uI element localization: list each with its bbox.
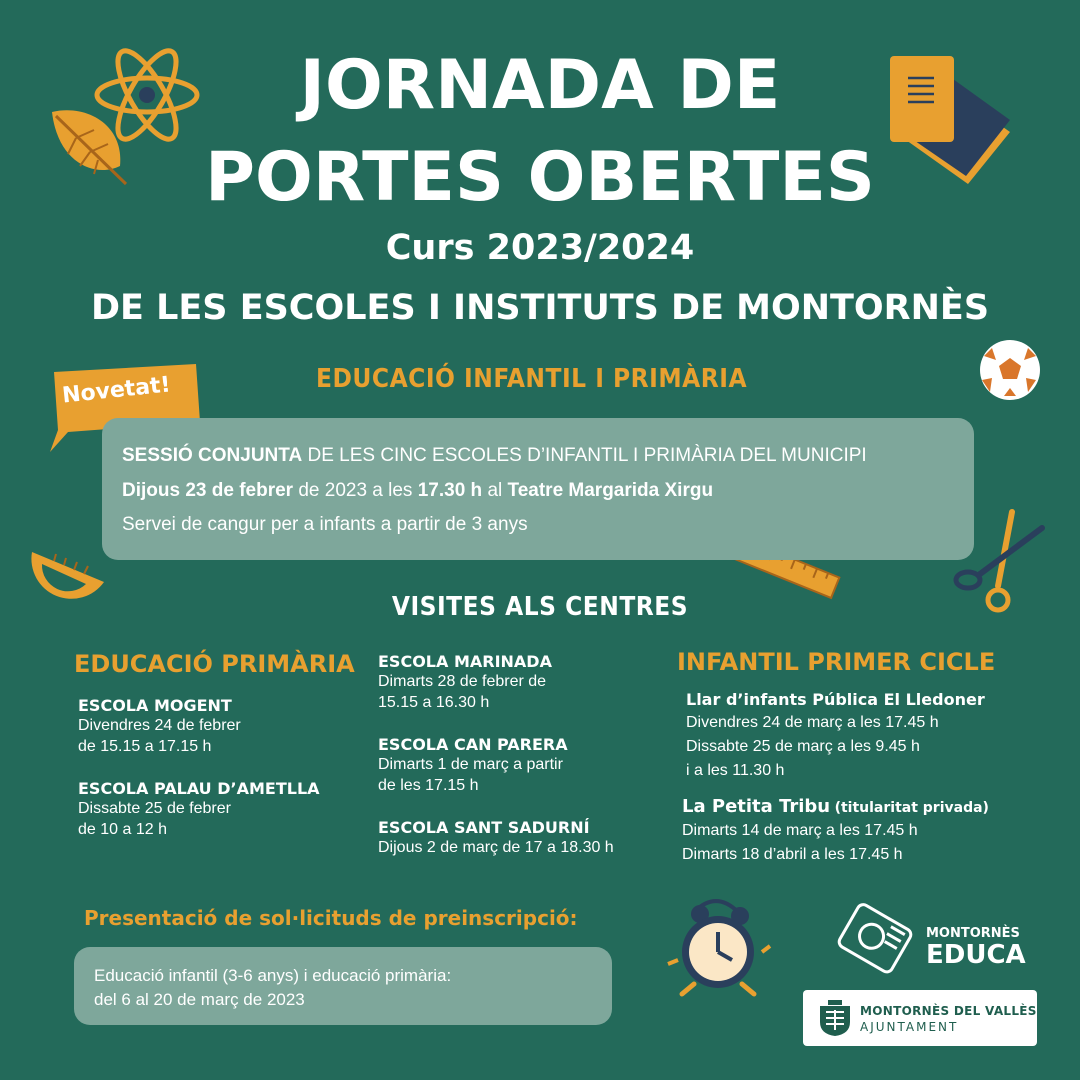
school-date: Dimarts 1 de març a partir [378,756,563,773]
ajuntament-logo-bottom: AJUNTAMENT [860,1020,959,1034]
school-date-3: i a les 11.30 h [686,762,785,779]
preinscripcio-heading: Presentació de sol·licituds de preinscripció: [84,906,578,930]
ajuntament-logo-top: MONTORNÈS DEL VALLÈS [860,1004,1037,1018]
sharpener-logo-icon [832,900,916,980]
joint-session-line-3: Servei de cangur per a infants a partir de 3 anys [122,514,528,535]
school-name: Llar d’infants Pública El Lledoner [686,690,985,709]
ball-icon [976,338,1044,402]
infantil-primer-cicle-heading: INFANTIL PRIMER CICLE [677,648,996,676]
school-name: ESCOLA MOGENT [78,696,232,715]
school-date: Dimarts 28 de febrer de [378,673,547,690]
school-mogent [78,696,348,757]
coat-of-arms-icon [816,998,854,1038]
school-name-row [682,796,1062,817]
school-name: ESCOLA MARINADA [378,652,552,671]
school-time: 15.15 a 16.30 h [378,694,490,711]
school-date-1: Divendres 24 de març a les 17.45 h [686,714,939,731]
school-date: Dijous 2 de març de 17 a 18.30 h [378,839,614,856]
preinscripcio-line-2: del 6 al 20 de març de 2023 [94,990,305,1009]
school-la-petita-tribu [682,796,1062,867]
school-name: ESCOLA CAN PARERA [378,735,568,754]
preinscripcio-line-1: Educació infantil (3-6 anys) i educació primària: [94,966,452,985]
school-note: (titularitat privada) [834,800,989,816]
educa-logo-bottom: EDUCA [926,940,1026,970]
school-marinada [378,652,668,713]
school-time: de 10 a 12 h [78,821,167,838]
course-year: Curs 2023/2024 [385,228,695,268]
infantil-primaria-heading: EDUCACIÓ INFANTIL I PRIMÀRIA [316,364,748,394]
preinscripcio-text [94,964,451,1012]
subtitle: DE LES ESCOLES I INSTITUTS DE MONTORNÈS [90,288,990,328]
joint-session-line-1: SESSIÓ CONJUNTA DE LES CINC ESCOLES D’INFANTIL I PRIMÀRIA DEL MUNICIPI [122,445,867,466]
visites-heading: VISITES ALS CENTRES [391,592,689,622]
title-line-2: PORTES OBERTES [205,138,875,217]
primaria-heading: EDUCACIÓ PRIMÀRIA [74,650,355,678]
school-time: de 15.15 a 17.15 h [78,738,212,755]
school-date-2: Dimarts 18 d’abril a les 17.45 h [682,846,903,863]
title-line-1: JORNADA DE [299,46,781,125]
novetat-badge: Novetat! [60,372,172,409]
school-palau-dametlla [78,779,348,840]
school-date-1: Dimarts 14 de març a les 17.45 h [682,822,918,839]
school-name: La Petita Tribu [682,796,831,817]
school-sant-sadurni [378,818,668,858]
joint-session-line-2: Dijous 23 de febrer de 2023 a les 17.30 h al Teatre Margarida Xirgu [122,480,714,501]
school-can-parera [378,735,668,796]
educa-logo-top: MONTORNÈS [926,926,1020,941]
school-date-2: Dissabte 25 de març a les 9.45 h [686,738,920,755]
school-name: ESCOLA PALAU D’AMETLLA [78,779,320,798]
school-lledoner [686,690,1046,783]
school-name: ESCOLA SANT SADURNÍ [378,818,590,837]
alarm-clock-icon [664,894,774,998]
school-date: Dissabte 25 de febrer [78,800,231,817]
school-date: Divendres 24 de febrer [78,717,241,734]
school-time: de les 17.15 h [378,777,479,794]
